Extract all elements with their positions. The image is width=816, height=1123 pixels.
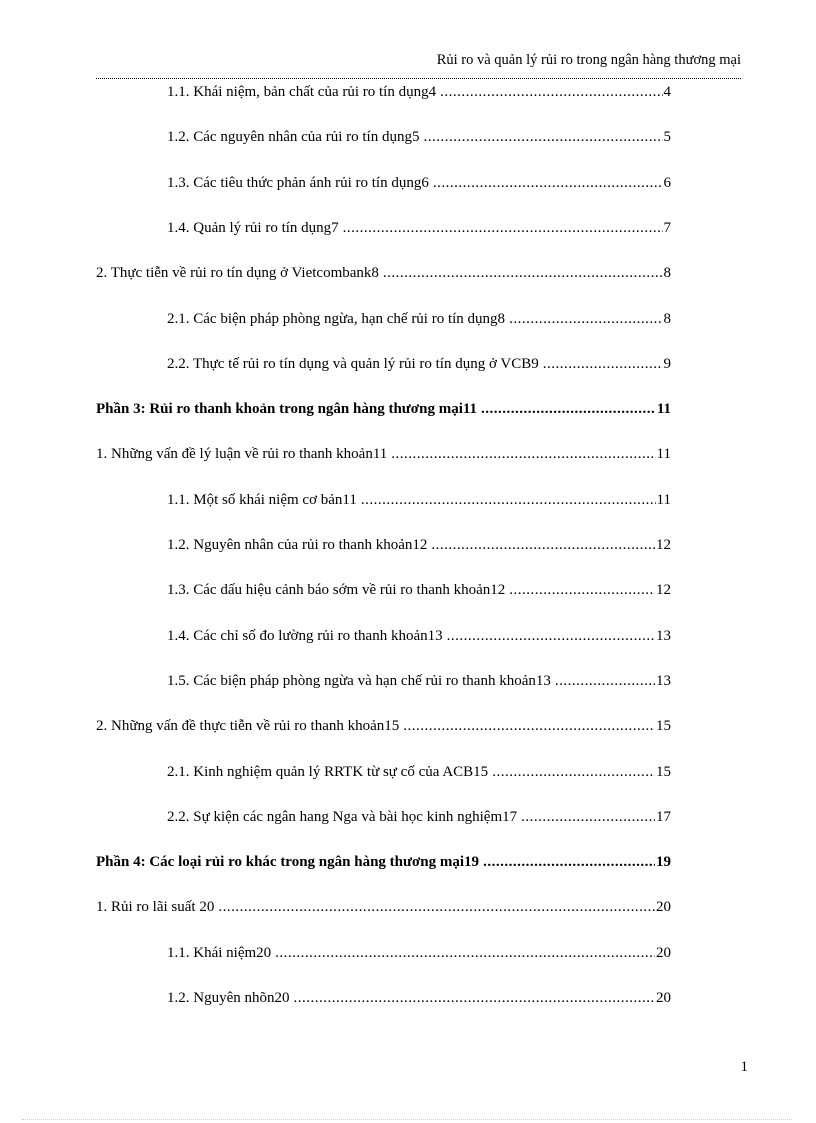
toc-entry[interactable] [167, 670, 671, 692]
toc-entry-title: 1.1. Khái niệm, bản chất của rủi ro tín dụng4 [167, 84, 437, 100]
toc-dot-leader [391, 443, 655, 465]
toc-dot-leader [343, 217, 663, 239]
toc-entry-title: 2.2. Thực tế rủi ro tín dụng và quản lý rủi ro tín dụng ở VCB9 [167, 356, 539, 372]
toc-entry-page-number: 11 [656, 446, 671, 462]
toc-dot-leader [275, 942, 655, 964]
toc-entry-title: 1.3. Các tiêu thức phản ánh rủi ro tín dụng6 [167, 175, 429, 191]
toc-entry[interactable] [96, 851, 671, 873]
toc-entry-page-number: 8 [663, 311, 671, 327]
toc-entry-title: 1.1. Một số khái niệm cơ bản11 [167, 492, 357, 508]
toc-dot-leader [481, 398, 656, 420]
toc-entry-title: 2.2. Sự kiện các ngân hang Nga và bài học kinh nghiệm17 [167, 809, 518, 825]
toc-entry-page-number: 7 [663, 220, 671, 236]
toc-entry-title: 1.2. Các nguyên nhân của rủi ro tín dụng5 [167, 129, 420, 145]
toc-dot-leader [521, 806, 655, 828]
toc-entry-page-number: 11 [656, 492, 671, 508]
toc-dot-leader [403, 715, 655, 737]
toc-dot-leader [543, 353, 663, 375]
toc-dot-leader [383, 262, 663, 284]
toc-entry-page-number: 12 [656, 582, 671, 598]
toc-entry-page-number: 20 [656, 945, 671, 961]
toc-entry[interactable] [167, 534, 671, 556]
toc-entry-page-number: 13 [656, 628, 671, 644]
toc-entry-title: 1.4. Các chỉ số đo lường rủi ro thanh khoản13 [167, 628, 443, 644]
toc-entry[interactable] [167, 217, 671, 239]
toc-entry-title: 2. Thực tiễn về rủi ro tín dụng ở Vietcombank8 [96, 265, 379, 281]
toc-dot-leader [423, 126, 662, 148]
toc-entry[interactable] [96, 715, 671, 737]
toc-entry-page-number: 12 [656, 537, 671, 553]
toc-entry-title: 1.4. Quản lý rủi ro tín dụng7 [167, 220, 339, 236]
toc-entry[interactable] [167, 126, 671, 148]
toc-entry[interactable] [96, 262, 671, 284]
toc-dot-leader [492, 761, 655, 783]
toc-entry[interactable] [167, 625, 671, 647]
toc-entry-page-number: 19 [656, 854, 671, 870]
toc-entry-title: 2.1. Kinh nghiệm quản lý RRTK từ sự cố của ACB15 [167, 764, 489, 780]
toc-entry-title: 1. Rủi ro lãi suất 20 [96, 899, 215, 915]
toc-entry-title: 1.2. Nguyên nhân của rủi ro thanh khoản12 [167, 537, 428, 553]
toc-entry[interactable] [167, 806, 671, 828]
toc-entry-page-number: 20 [656, 990, 671, 1006]
toc-dot-leader [447, 625, 655, 647]
toc-entry-page-number: 17 [656, 809, 671, 825]
toc-entry-title: 1. Những vấn đề lý luận về rủi ro thanh khoản11 [96, 446, 388, 462]
toc-dot-leader [294, 987, 656, 1009]
toc-entry-page-number: 20 [656, 899, 671, 915]
toc-entry[interactable] [167, 761, 671, 783]
toc-entry[interactable] [167, 308, 671, 330]
footer-dotted-rule [22, 1119, 792, 1120]
toc-dot-leader [431, 534, 655, 556]
toc-entry-title: 1.1. Khái niệm20 [167, 945, 272, 961]
header-dotted-rule [96, 78, 741, 79]
toc-entry-page-number: 6 [663, 175, 671, 191]
toc-entry[interactable] [96, 398, 671, 420]
toc-dot-leader [509, 308, 662, 330]
toc-entry[interactable] [167, 579, 671, 601]
toc-entry[interactable] [167, 987, 671, 1009]
toc-entry-title: 1.5. Các biện pháp phòng ngừa và hạn chế rủi ro thanh khoản13 [167, 673, 551, 689]
toc-dot-leader [440, 81, 662, 103]
toc-entry-page-number: 15 [656, 764, 671, 780]
toc-entry-title: 2. Những vấn đề thực tiễn về rủi ro thanh khoản15 [96, 718, 400, 734]
page-number: 1 [740, 1059, 748, 1075]
toc-entry-title: 1.2. Nguyên nhõn20 [167, 990, 290, 1006]
toc-entry-page-number: 9 [663, 356, 671, 372]
toc-entry-page-number: 4 [663, 84, 671, 100]
toc-entry-page-number: 11 [656, 401, 671, 417]
toc-entry[interactable] [96, 896, 671, 918]
toc-entry-title: Phần 4: Các loại rủi ro khác trong ngân hàng thương mại19 [96, 854, 480, 870]
toc-entry-page-number: 5 [663, 129, 671, 145]
toc-dot-leader [433, 172, 663, 194]
toc-entry-page-number: 13 [656, 673, 671, 689]
toc-dot-leader [509, 579, 655, 601]
toc-dot-leader [218, 896, 655, 918]
toc-entry-page-number: 15 [656, 718, 671, 734]
toc-dot-leader [483, 851, 655, 873]
toc-dot-leader [555, 670, 655, 692]
toc-entry[interactable] [167, 353, 671, 375]
toc-entry[interactable] [167, 489, 671, 511]
toc-entry-title: 1.3. Các dấu hiệu cảnh báo sớm về rủi ro thanh khoản12 [167, 582, 506, 598]
toc-dot-leader [361, 489, 656, 511]
toc-entry[interactable] [167, 172, 671, 194]
toc-entry[interactable] [96, 443, 671, 465]
toc-entry[interactable] [167, 942, 671, 964]
running-header: Rủi ro và quản lý rủi ro trong ngân hàng thương mại [436, 52, 741, 68]
toc-entry-page-number: 8 [663, 265, 671, 281]
toc-entry[interactable] [167, 81, 671, 103]
toc-entry-title: Phần 3: Rủi ro thanh khoản trong ngân hàng thương mại11 [96, 401, 478, 417]
toc-entry-title: 2.1. Các biện pháp phòng ngừa, hạn chế rủi ro tín dụng8 [167, 311, 506, 327]
